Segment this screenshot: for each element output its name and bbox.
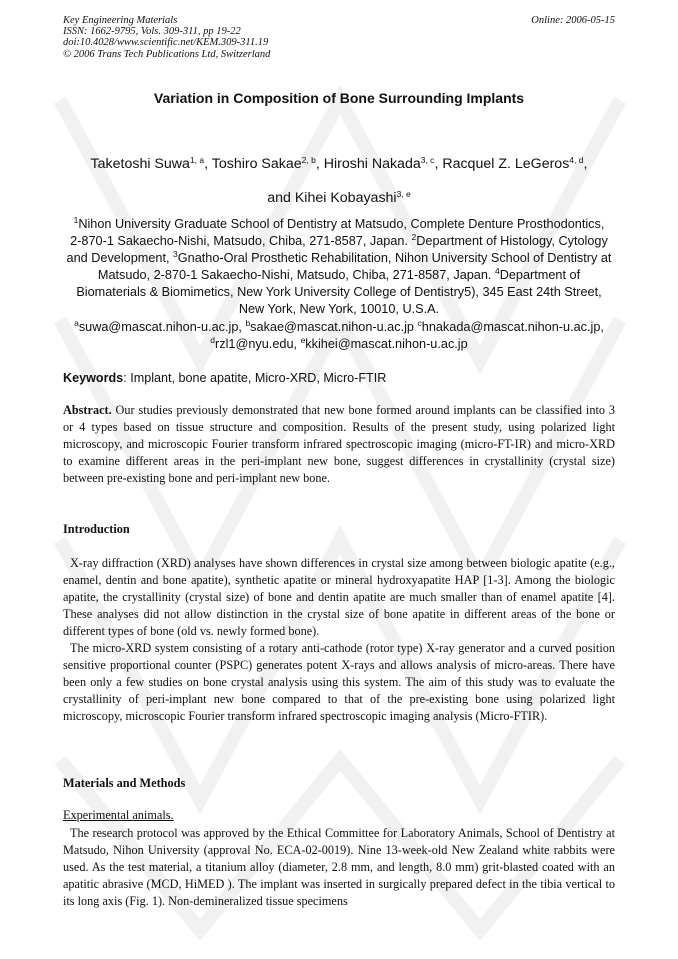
- email-e[interactable]: kkihei@mascat.nihon-u.ac.jp: [305, 336, 468, 351]
- affil-text: Department of: [499, 268, 581, 283]
- doi-line: doi:10.4028/www.scientific.net/KEM.309-311.19: [63, 37, 269, 49]
- email-sup: d: [210, 334, 216, 345]
- affil-line: [58, 216, 620, 233]
- author-prefix: and: [267, 190, 295, 206]
- abstract-text: Our studies previously demonstrated that new bone formed around implants can be classified into 3 or 4 types based on tissue structure and composition. Results of the present study, using polarized light microscopy, and microscopic Fourier transform infrared spectroscopic imaging (micro-FT-IR) and micro-XRD to examine different areas in the peri-implant new bone, suggest differences in crystallinity (crystal size) between pre-existing bone and peri-implant new bone.: [63, 403, 615, 485]
- methods-paragraph-1: The research protocol was approved by the Ethical Committee for Laboratory Animals, School of Dentistry at Matsudo, Nihon University (approval No. ECA-02-0019). Nine 13-week-old New Zealand white rabbits were used. As the test material, a titanium alloy (diameter, 2.8 mm, and length, 8.0 mm) grit-blasted coated with an apatitic abrasive (MCD, HiMED ). The implant was inserted in surgically prepared defect in the tibia vertical to its long axis (Fig. 1). Non-demineralized tissue specimens: [63, 826, 615, 908]
- separator: ,: [434, 156, 443, 172]
- introduction-paragraph-1: X-ray diffraction (XRD) analyses have shown differences in crystal size among between biologic apatite (e.g., enamel, dentin and bone apatite), synthetic apatite or mineral hydroxyapatite HAP [1-3]. Among the biologic apatite, the crystallinity (crystal size) of bone and dentin apatite are much smaller than of enamel apatite [4]. These analyses did not allow distinction in the crystal size of bone apatite in different areas of the bone or different types of bone (old vs. newly formed bone).: [63, 556, 615, 638]
- affil-text: 2-870-1 Sakaecho-Nishi, Matsudo, Chiba, 271-8587, Japan.: [70, 234, 412, 249]
- keywords-text: : Implant, bone apatite, Micro-XRD, Micro-FTIR: [123, 371, 387, 385]
- affil-sup: 2: [411, 232, 417, 243]
- email-sup: c: [417, 317, 422, 328]
- author-name: Taketoshi Suwa: [90, 156, 190, 172]
- author-line-2: [50, 190, 628, 206]
- introduction-heading: Introduction: [63, 522, 130, 536]
- email-sup: e: [300, 334, 306, 345]
- separator: ,: [315, 156, 324, 172]
- keywords: [63, 371, 386, 385]
- affil-line: [58, 233, 620, 250]
- journal-header: [63, 15, 270, 60]
- affiliations: [58, 216, 620, 353]
- author-sup: 3, c: [420, 155, 435, 165]
- author-sup: 2, b: [301, 155, 316, 165]
- email-line: [58, 336, 620, 353]
- email-line: [58, 319, 620, 336]
- author-sup: 1, a: [189, 155, 205, 165]
- author-sup: 3, e: [396, 189, 411, 199]
- separator: ,: [583, 156, 588, 172]
- abstract-label: Abstract.: [63, 403, 112, 417]
- affil-text: and Development,: [66, 251, 174, 266]
- author-name: Hiroshi Nakada: [323, 156, 421, 172]
- journal-name: Key Engineering Materials: [63, 15, 178, 26]
- email-b[interactable]: sakae@mascat.nihon-u.ac.jp: [250, 319, 418, 334]
- affil-line: [58, 250, 620, 267]
- methods-heading: Materials and Methods: [63, 776, 186, 790]
- abstract: [63, 402, 615, 487]
- affil-line: [58, 267, 620, 284]
- affil-text: Gnatho-Oral Prosthetic Rehabilitation, Nihon University School of Dentistry at: [177, 251, 612, 266]
- affil-text: Matsudo, 2-870-1 Sakaecho-Nishi, Matsudo, Chiba, 271-8587, Japan.: [97, 268, 495, 283]
- affil-line: New York, New York, 10010, U.S.A.: [238, 302, 440, 317]
- affil-sup: 4: [494, 266, 500, 277]
- email-c[interactable]: hnakada@mascat.nihon-u.ac.jp,: [421, 319, 604, 334]
- author-sup: 4, d: [569, 155, 584, 165]
- email-sup: a: [74, 317, 79, 328]
- email-a[interactable]: suwa@mascat.nihon-u.ac.jp,: [78, 319, 246, 334]
- affil-sup: 3: [173, 249, 178, 260]
- issn-line: ISSN: 1662-9795, Vols. 309-311, pp 19-22: [63, 26, 241, 38]
- affil-text: Department of Histology, Cytology: [416, 234, 608, 249]
- author-name: Racquel Z. LeGeros: [442, 156, 570, 172]
- paper-title: Variation in Composition of Bone Surrounding Implants: [153, 90, 525, 106]
- affil-line: Biomaterials & Biomimetics, New York University College of Dentistry5), 345 East 24th Street,: [76, 285, 602, 300]
- online-date: Online: 2006-05-15: [531, 15, 615, 26]
- email-d[interactable]: rzl1@nyu.edu,: [215, 336, 301, 351]
- email-sup: b: [245, 317, 251, 328]
- separator: ,: [204, 156, 212, 172]
- experimental-animals-heading: Experimental animals.: [63, 808, 174, 822]
- author-name: Toshiro Sakae: [211, 156, 302, 172]
- affil-text: Nihon University Graduate School of Dentistry at Matsudo, Complete Denture Prosthodontics,: [78, 217, 605, 231]
- introduction-paragraph-2: The micro-XRD system consisting of a rotary anti-cathode (rotor type) X-ray generator and a curved position sensitive proportional counter (PSPC) generates potent X-rays and allows analysis of micro-areas. There have been only a few studies on bone crystal analysis using this system. The aim of this study was to evaluate the crystallinity of peri-implant new bone compared to that of the pre-existing bone using polarized light microscopy, microscopic Fourier transform infrared spectroscopic imaging analysis (Micro-FTIR).: [63, 641, 615, 723]
- keywords-label: Keywords: [63, 371, 124, 385]
- author-line-1: [50, 156, 628, 172]
- affil-sup: 1: [73, 215, 79, 225]
- copyright-line: © 2006 Trans Tech Publications Ltd, Switzerland: [63, 48, 271, 60]
- author-name: Kihei Kobayashi: [294, 190, 397, 206]
